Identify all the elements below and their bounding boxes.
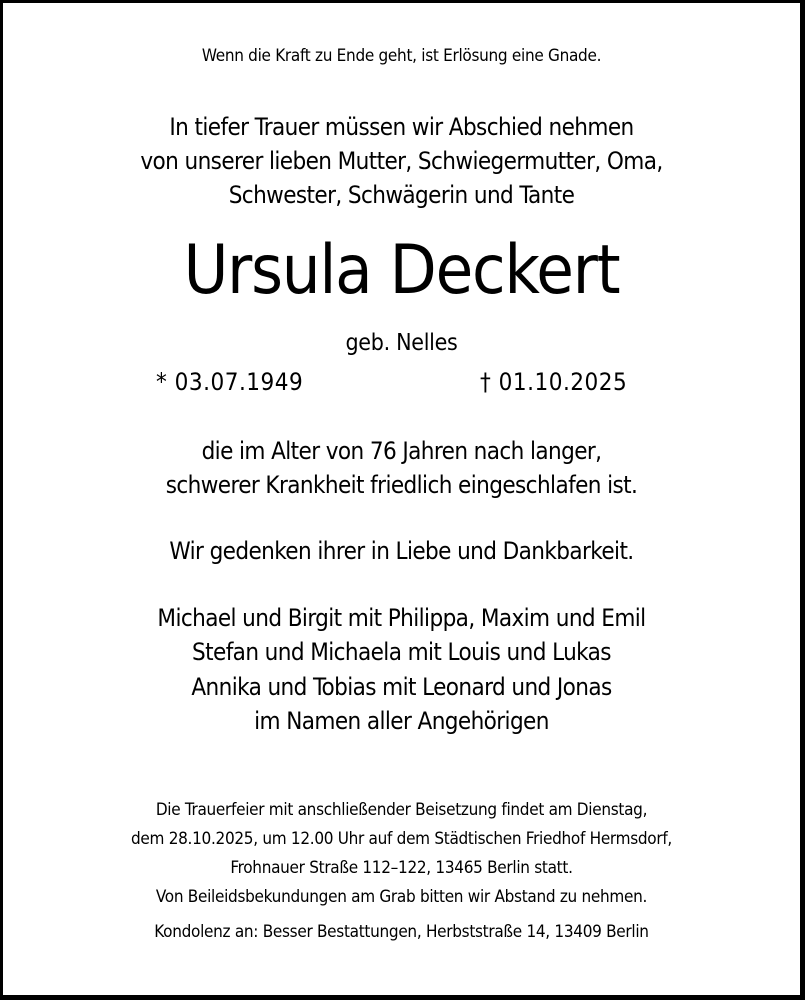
- family-line: im Namen aller Angehörigen: [254, 707, 549, 735]
- deceased-name: Ursula Deckert: [183, 231, 620, 310]
- obituary-notice: [3, 3, 800, 995]
- intro-line: von unserer lieben Mutter, Schwiegermutter, Oma,: [140, 147, 663, 175]
- body-line: die im Alter von 76 Jahren nach langer,: [201, 437, 602, 465]
- condolence-address: Kondolenz an: Besser Bestattungen, Herbststraße 14, 13409 Berlin: [154, 922, 649, 942]
- remembrance-line: Wir gedenken ihrer in Liebe und Dankbarkeit.: [169, 537, 634, 565]
- life-dates: [3, 368, 800, 402]
- ceremony-line: dem 28.10.2025, um 12.00 Uhr auf dem Städtischen Friedhof Hermsdorf,: [131, 829, 672, 849]
- birth-name: geb. Nelles: [345, 330, 458, 356]
- family-line: Annika und Tobias mit Leonard und Jonas: [191, 673, 612, 701]
- ceremony-line: Die Trauerfeier mit anschließender Beisetzung findet am Dienstag,: [155, 800, 648, 820]
- ceremony-line: Von Beileidsbekundungen am Grab bitten wir Abstand zu nehmen.: [155, 887, 648, 907]
- family-line: Michael und Birgit mit Philippa, Maxim und Emil: [157, 604, 646, 632]
- family-line: Stefan und Michaela mit Louis und Lukas: [192, 638, 611, 666]
- body-line: schwerer Krankheit friedlich eingeschlafen ist.: [165, 471, 638, 499]
- death-date: † 01.10.2025: [480, 368, 628, 396]
- intro-line: Schwester, Schwägerin und Tante: [228, 181, 575, 209]
- motto-quote: Wenn die Kraft zu Ende geht, ist Erlösung eine Gnade.: [201, 46, 602, 66]
- intro-line: In tiefer Trauer müssen wir Abschied nehmen: [169, 113, 634, 141]
- ceremony-line: Frohnauer Straße 112–122, 13465 Berlin statt.: [230, 858, 573, 878]
- birth-date: * 03.07.1949: [156, 368, 304, 396]
